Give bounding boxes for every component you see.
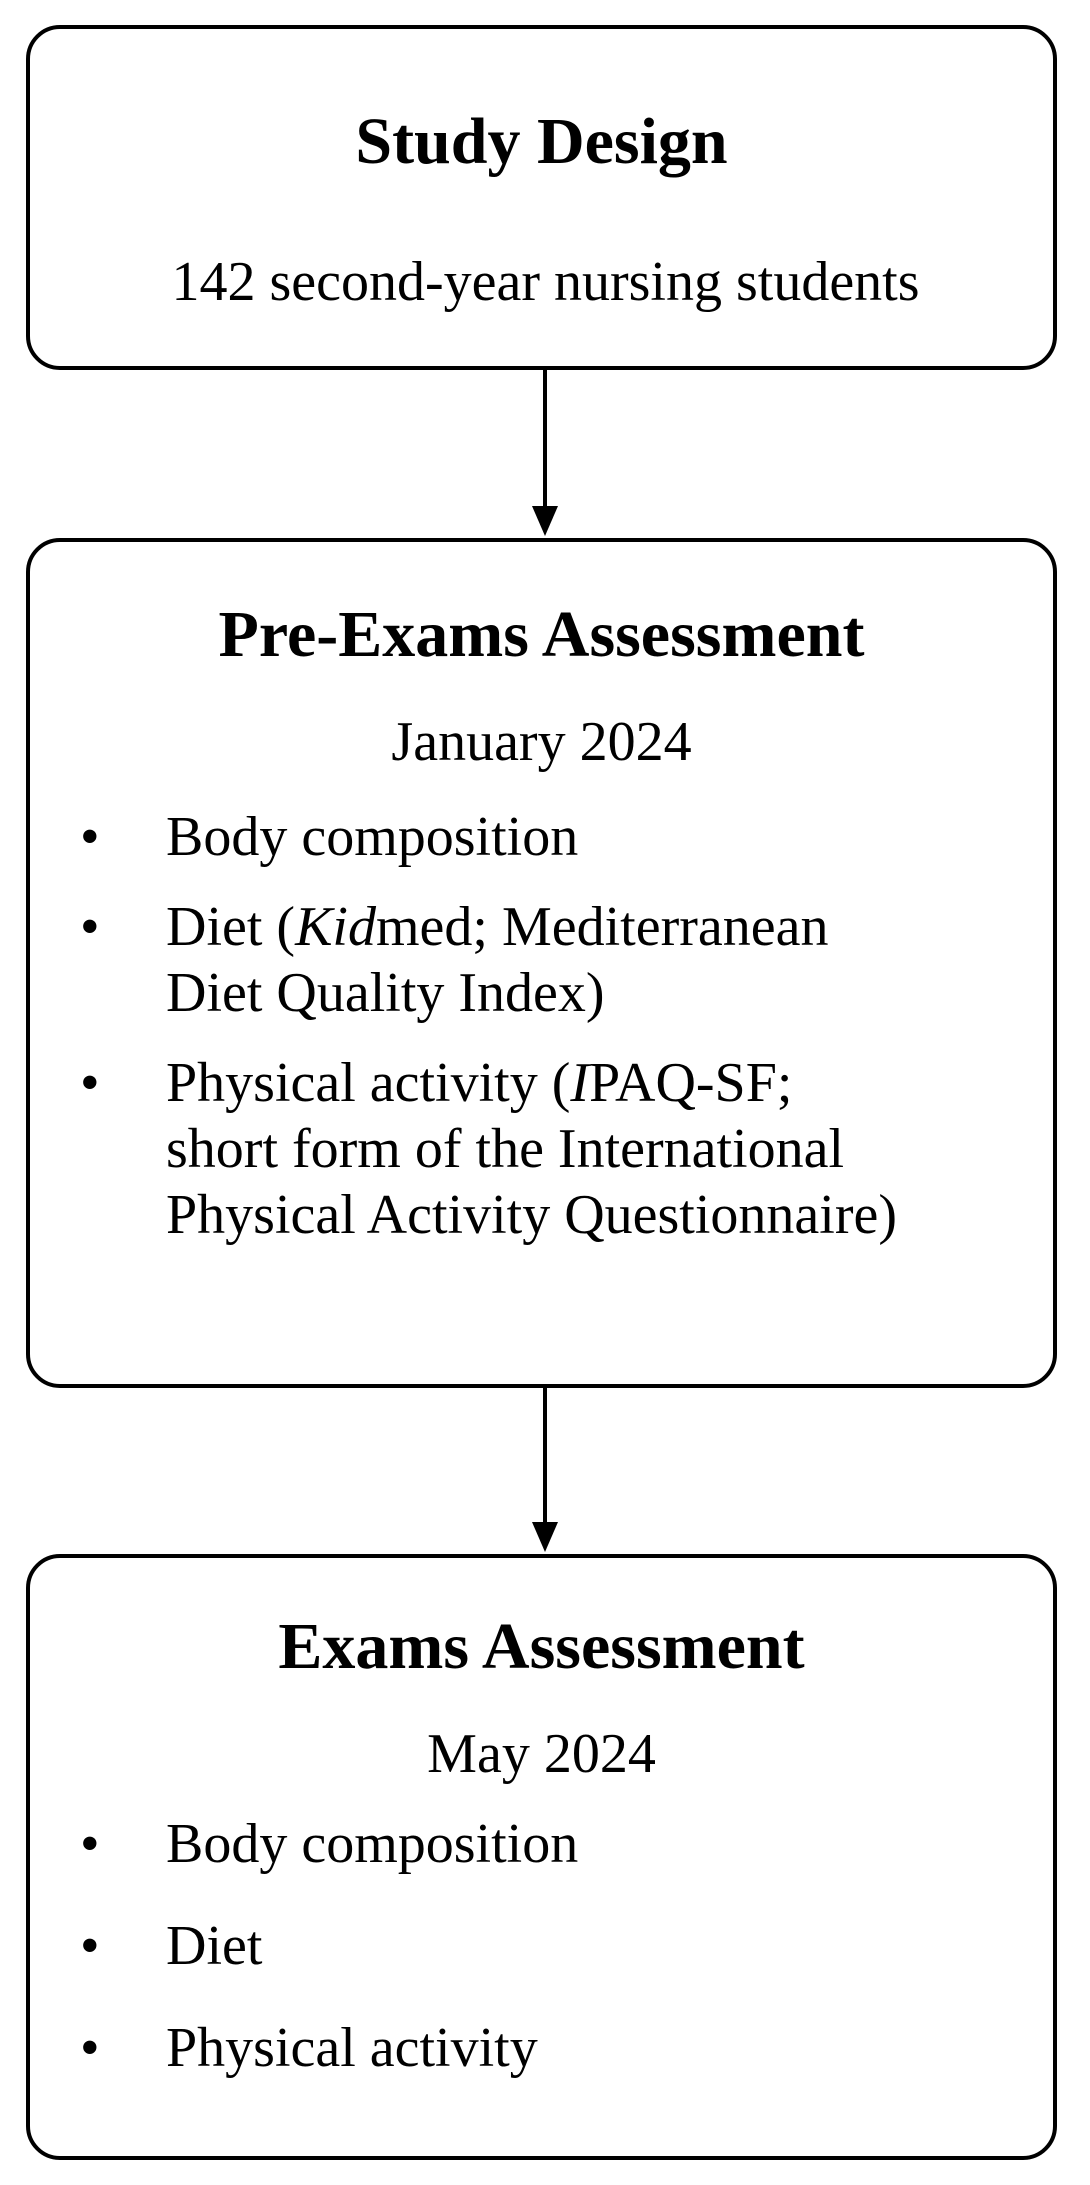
bullet-icon: • (80, 1915, 100, 1977)
study-design-subtitle: 142 second-year nursing students (171, 251, 920, 313)
pre-exams-title: Pre-Exams Assessment (218, 598, 865, 671)
diet-prefix: Diet ( (166, 896, 296, 958)
pre-exams-measures-list (80, 804, 1043, 1272)
bullet-icon: • (80, 1813, 100, 1875)
bullet-icon: • (80, 806, 100, 868)
diet-suffix: med; Mediterranean (375, 896, 829, 958)
item-activity-line-3: Physical Activity Questionnaire) (166, 1184, 897, 1246)
exams-title: Exams Assessment (278, 1610, 805, 1683)
item-diet-line-2: Diet Quality Index) (166, 962, 605, 1024)
list-item (80, 1913, 1043, 1979)
list-item (80, 1811, 1043, 1877)
bullet-icon: • (80, 1052, 100, 1114)
exams-date: May 2024 (427, 1723, 656, 1785)
exams-item-body-composition: Body composition (166, 1813, 579, 1875)
list-item (80, 804, 1043, 870)
activity-italic-i: I (570, 1052, 590, 1114)
study-design-box (26, 25, 1057, 370)
bullet-icon: • (80, 896, 100, 958)
list-item (80, 2015, 1043, 2081)
pre-exams-assessment-box (26, 538, 1057, 1388)
bullet-icon: • (80, 2017, 100, 2079)
list-item (80, 894, 1043, 1026)
exams-measures-list (80, 1811, 1043, 2117)
pre-exams-date: January 2024 (391, 711, 692, 773)
down-arrow-icon (530, 370, 560, 538)
item-diet-line-1 (166, 894, 1043, 960)
exams-assessment-box (26, 1554, 1057, 2160)
item-body-composition: Body composition (166, 806, 579, 868)
list-item (80, 1050, 1043, 1248)
exams-item-physical-activity: Physical activity (166, 2017, 538, 2079)
exams-item-diet: Diet (166, 1915, 263, 1977)
activity-suffix: PAQ-SF; (589, 1052, 793, 1114)
item-activity-line-2: short form of the International (166, 1118, 845, 1180)
down-arrow-icon (530, 1388, 560, 1554)
diet-italic-kid: Kid (295, 896, 376, 958)
activity-prefix: Physical activity ( (166, 1052, 571, 1114)
study-design-title: Study Design (355, 105, 728, 178)
item-activity-line-1 (166, 1050, 1043, 1116)
